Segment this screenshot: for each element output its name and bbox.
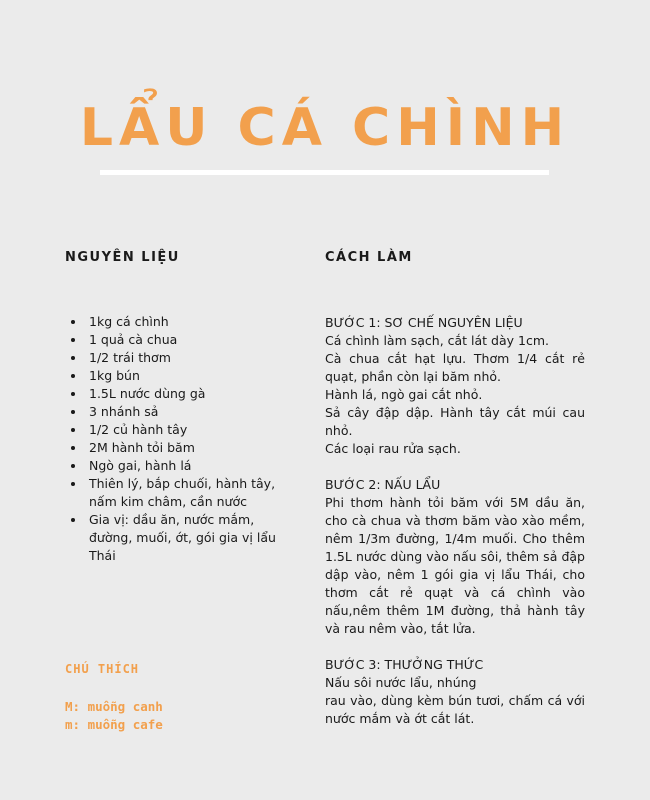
step-title: BƯỚC 1: SƠ CHẾ NGUYÊN LIỆU — [325, 315, 523, 330]
ingredient-item: • 1/2 trái thơm — [86, 349, 301, 367]
ingredient-item: • 1kg cá chình — [86, 313, 301, 331]
ingredient-item: • 1 quả cà chua — [86, 331, 301, 349]
step-line: Cà chua cắt hạt lựu. Thơm 1/4 cắt rẻ quạt, phần còn lại băm nhỏ. — [325, 351, 585, 384]
ingredients-list — [68, 313, 301, 565]
ingredient-item: • 1kg bún — [86, 367, 301, 385]
step-1 — [325, 314, 585, 458]
step-3 — [325, 656, 585, 728]
step-line: Hành lá, ngò gai cắt nhỏ. — [325, 387, 483, 402]
ingredient-item: • Ngò gai, hành lá — [86, 457, 301, 475]
step-line: Các loại rau rửa sạch. — [325, 441, 461, 456]
step-line: Nấu sôi nước lẩu, nhúng — [325, 675, 477, 690]
title-divider — [100, 170, 549, 175]
ingredient-item: • 1.5L nước dùng gà — [86, 385, 301, 403]
note-line: M: muỗng canh — [65, 699, 163, 714]
recipe-title: LẨU CÁ CHÌNH — [79, 98, 571, 158]
ingredient-item: • 1/2 củ hành tây — [86, 421, 301, 439]
ingredient-item: • 3 nhánh sả — [86, 403, 301, 421]
ingredients-heading: NGUYÊN LIỆU — [65, 250, 180, 265]
ingredient-item: • Thiên lý, bắp chuối, hành tây, nấm kim châm, cần nước — [86, 475, 301, 511]
step-title: BƯỚC 2: NẤU LẨU — [325, 477, 441, 492]
note-line: m: muỗng cafe — [65, 717, 163, 732]
method-section — [325, 314, 585, 746]
step-2 — [325, 476, 585, 638]
ingredient-item: • Gia vị: dầu ăn, nước mắm, đường, muối, ớt, gói gia vị lẩu Thái — [86, 511, 301, 565]
step-line: Sả cây đập dập. Hành tây cắt múi cau nhỏ. — [325, 405, 585, 438]
ingredient-item: • 2M hành tỏi băm — [86, 439, 301, 457]
notes-heading: CHÚ THÍCH — [65, 662, 140, 676]
step-title: BƯỚC 3: THƯỞNG THỨC — [325, 657, 484, 672]
step-line: Cá chình làm sạch, cắt lát dày 1cm. — [325, 333, 549, 348]
step-line: rau vào, dùng kèm bún tươi, chấm cá với nước mắm và ớt cắt lát. — [325, 693, 585, 726]
step-line: Phi thơm hành tỏi băm với 5M dầu ăn, cho cà chua và thơm băm vào xào mềm, nêm 1/3m đường, 1/4m muối. Cho thêm 1.5L nước dùng vào nấu sôi, thêm sả đập dập vào, nêm 1 gói gia vị lẩu Thái, cho thơm cắt rẻ quạt và cá chình vào nấu,nêm thêm 1M đường, thả hành tây và rau nêm vào, tắt lửa. — [325, 495, 585, 636]
method-heading: CÁCH LÀM — [325, 250, 413, 265]
